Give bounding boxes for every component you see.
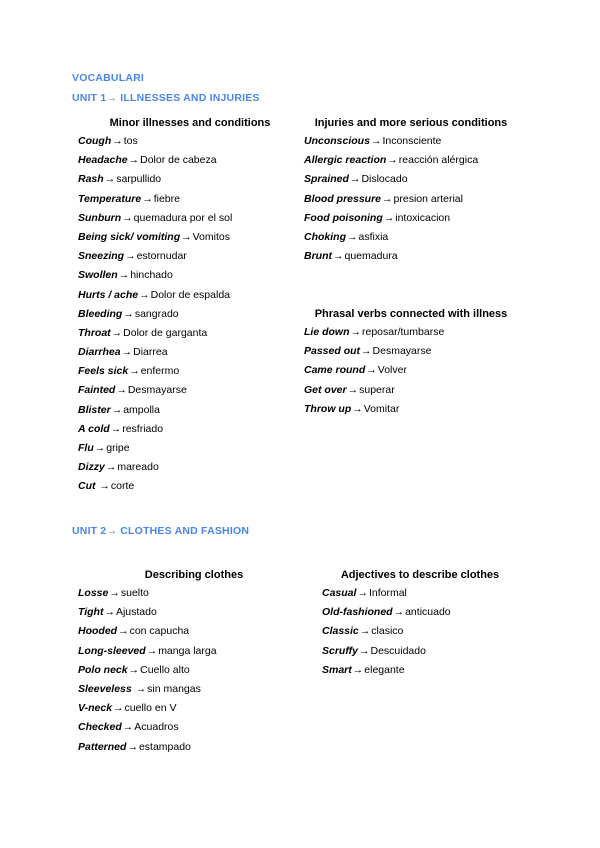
vocab-term: Sleeveless <box>78 682 135 695</box>
vocab-item <box>304 170 478 189</box>
vocab-term: Passed out <box>304 345 361 358</box>
vocab-item <box>78 622 217 641</box>
vocab-definition: resfriado <box>122 422 164 435</box>
arrow-icon: → <box>129 365 140 378</box>
vocab-item <box>304 342 444 361</box>
arrow-icon: → <box>393 606 405 619</box>
vocab-definition: elegante <box>364 663 405 676</box>
vocab-term: Hooded <box>78 625 118 638</box>
vocab-item <box>304 247 478 266</box>
vocab-item <box>78 603 217 622</box>
vocab-definition: quemadura por el sol <box>133 211 233 224</box>
vocab-definition: Vomitar <box>363 402 400 415</box>
vocab-term: Losse <box>78 587 109 599</box>
vocab-definition: Cuello alto <box>140 663 190 676</box>
vocab-item <box>304 361 444 380</box>
vocab-definition: sangrado <box>134 307 179 320</box>
vocab-term: Cut <box>78 480 99 493</box>
vocab-term: A cold <box>78 422 110 435</box>
vocab-definition: reposar/tumbarse <box>362 326 445 338</box>
vocab-definition: Desmayarse <box>372 345 432 358</box>
vocab-definition: Dolor de cabeza <box>140 154 217 167</box>
arrow-icon: → <box>383 211 395 224</box>
vocab-item <box>78 190 232 209</box>
serious-conditions-list <box>304 132 478 266</box>
arrow-icon: → <box>112 135 123 147</box>
vocab-definition: Volver <box>377 364 407 377</box>
arrow-icon: → <box>347 383 359 396</box>
arrow-icon: → <box>104 173 116 186</box>
vocab-definition: Descuidado <box>370 644 426 657</box>
arrow-icon: → <box>359 625 371 638</box>
vocab-term: Allergic reaction <box>304 154 387 167</box>
vocab-term: Flu <box>78 442 94 454</box>
vocab-term: Cough <box>78 135 112 147</box>
arrow-icon: → <box>104 606 115 619</box>
vocab-item <box>78 642 217 661</box>
vocab-item <box>78 343 232 362</box>
arrow-icon: → <box>109 587 120 599</box>
adjectives-clothes-list <box>322 584 451 680</box>
minor-illnesses-title: Minor illnesses and conditions <box>109 117 271 129</box>
arrow-icon: → <box>116 384 127 397</box>
vocab-item <box>304 323 444 342</box>
vocab-item <box>78 170 232 189</box>
vocab-item <box>78 420 232 439</box>
vocab-term: Tight <box>78 606 104 619</box>
vocab-item <box>78 477 232 496</box>
arrow-icon: → <box>121 346 133 359</box>
vocab-definition: asfixia <box>358 230 389 243</box>
arrow-icon: → <box>349 173 361 186</box>
vocab-term: Sunburn <box>78 211 122 224</box>
vocab-term: V-neck <box>78 702 113 715</box>
phrasal-verbs-list <box>304 323 444 419</box>
document-title: VOCABULARI <box>72 72 144 84</box>
vocab-term: Fainted <box>78 384 116 397</box>
vocab-item <box>78 401 232 420</box>
vocab-item <box>78 247 232 266</box>
vocab-item <box>78 680 217 699</box>
vocab-term: Feels sick <box>78 365 129 378</box>
unit2-heading: UNIT 2→ CLOTHES AND FASHION <box>72 525 250 537</box>
vocab-definition: Diarrea <box>133 346 168 359</box>
vocab-item <box>322 661 451 680</box>
vocab-term: Sprained <box>304 173 349 186</box>
describing-clothes-list <box>78 584 217 757</box>
vocab-definition: Ajustado <box>115 606 157 619</box>
vocab-term: Smart <box>322 663 352 676</box>
arrow-icon: → <box>122 211 133 224</box>
arrow-icon: → <box>387 154 398 167</box>
arrow-icon: → <box>113 702 124 715</box>
vocab-definition: sin mangas <box>147 682 201 695</box>
vocab-term: Checked <box>78 721 122 734</box>
arrow-icon: → <box>142 192 153 205</box>
vocab-term: Bleeding <box>78 307 123 320</box>
vocab-item <box>78 584 217 603</box>
arrow-icon: → <box>127 740 138 753</box>
vocab-definition: fiebre <box>153 192 180 205</box>
serious-conditions-title: Injuries and more serious conditions <box>314 117 508 129</box>
arrow-icon: → <box>359 644 370 657</box>
vocab-definition: ampolla <box>123 403 160 416</box>
vocab-item <box>78 324 232 343</box>
vocab-item <box>322 603 451 622</box>
vocab-definition: estornudar <box>136 250 187 263</box>
vocab-term: Casual <box>322 587 357 599</box>
vocab-term: Being sick/ vomiting <box>78 230 181 243</box>
vocab-definition: estampado <box>138 740 191 753</box>
vocab-term: Throat <box>78 326 111 339</box>
vocab-definition: gripe <box>106 442 130 454</box>
vocab-item <box>78 458 232 477</box>
vocab-item <box>78 381 232 400</box>
vocab-item <box>78 132 232 151</box>
arrow-icon: → <box>122 721 134 734</box>
vocab-definition: tos <box>123 135 138 147</box>
vocab-item <box>78 286 232 305</box>
vocab-term: Get over <box>304 383 347 396</box>
vocab-item <box>304 381 444 400</box>
arrow-icon: → <box>139 288 150 301</box>
vocab-item <box>304 190 478 209</box>
vocab-item <box>78 699 217 718</box>
vocab-term: Food poisoning <box>304 211 383 224</box>
vocab-item <box>304 228 478 247</box>
arrow-icon: → <box>99 480 110 493</box>
vocab-definition: sarpullido <box>116 173 162 186</box>
vocab-item <box>304 151 478 170</box>
vocab-term: Old-fashioned <box>322 606 393 619</box>
vocab-term: Came round <box>304 364 366 377</box>
vocab-term: Brunt <box>304 250 332 263</box>
arrow-icon: → <box>333 250 344 263</box>
arrow-icon: → <box>110 422 122 435</box>
vocab-definition: suelto <box>120 587 149 599</box>
vocab-definition: clasico <box>371 625 404 638</box>
vocab-item <box>322 584 451 603</box>
arrow-icon: → <box>128 154 140 167</box>
vocab-item <box>304 132 478 151</box>
vocab-item <box>78 738 217 757</box>
arrow-icon: → <box>118 269 130 282</box>
vocab-item <box>78 151 232 170</box>
arrow-icon: → <box>181 230 192 243</box>
vocab-definition: Dolor de garganta <box>123 326 208 339</box>
vocab-definition: Dislocado <box>361 173 408 186</box>
arrow-icon: → <box>366 364 377 377</box>
vocab-definition: superar <box>359 383 395 396</box>
vocab-term: Swollen <box>78 269 118 282</box>
vocab-term: Blister <box>78 403 111 416</box>
vocab-definition: Vomitos <box>192 230 230 243</box>
arrow-icon: → <box>361 345 372 358</box>
vocab-term: Long-sleeved <box>78 644 146 657</box>
vocab-term: Throw up <box>304 402 352 415</box>
vocab-definition: con capucha <box>129 625 190 638</box>
describing-clothes-title: Describing clothes <box>144 569 244 581</box>
arrow-icon: → <box>352 663 364 676</box>
adjectives-clothes-title: Adjectives to describe clothes <box>340 569 500 581</box>
vocab-definition: manga larga <box>158 644 217 657</box>
vocab-term: Hurts / ache <box>78 288 139 301</box>
vocab-term: Dizzy <box>78 461 105 474</box>
vocab-item <box>78 305 232 324</box>
vocab-item <box>304 400 444 419</box>
unit1-heading: UNIT 1→ ILLNESSES AND INJURIES <box>72 92 260 104</box>
arrow-icon: → <box>382 192 393 205</box>
vocab-term: Lie down <box>304 326 350 338</box>
vocab-definition: mareado <box>117 461 159 474</box>
vocab-item <box>78 266 232 285</box>
vocab-definition: corte <box>110 480 135 493</box>
vocab-definition: presion arterial <box>393 192 463 205</box>
vocab-item <box>78 209 232 228</box>
vocab-item <box>78 718 217 737</box>
arrow-icon: → <box>118 625 129 638</box>
vocab-definition: Desmayarse <box>127 384 187 397</box>
arrow-icon: → <box>146 644 158 657</box>
arrow-icon: → <box>135 682 147 695</box>
arrow-icon: → <box>352 402 363 415</box>
vocab-definition: anticuado <box>405 606 451 619</box>
arrow-icon: → <box>347 230 358 243</box>
arrow-icon: → <box>105 461 117 474</box>
vocab-definition: Informal <box>368 587 407 599</box>
vocab-definition: Inconsciente <box>382 135 442 147</box>
arrow-icon: → <box>357 587 368 599</box>
vocab-term: Blood pressure <box>304 192 382 205</box>
vocab-term: Rash <box>78 173 104 186</box>
vocab-item <box>78 439 232 458</box>
arrow-icon: → <box>350 326 361 338</box>
vocab-definition: hinchado <box>130 269 173 282</box>
vocab-definition: reacción alérgica <box>398 154 479 167</box>
vocab-item <box>78 362 232 381</box>
vocab-term: Classic <box>322 625 359 638</box>
minor-illnesses-list <box>78 132 232 497</box>
arrow-icon: → <box>94 442 106 454</box>
vocab-term: Choking <box>304 230 346 243</box>
vocab-definition: Dolor de espalda <box>150 288 230 301</box>
vocab-term: Sneezing <box>78 250 125 263</box>
vocab-definition: Acuadros <box>134 721 179 734</box>
vocab-item <box>78 228 232 247</box>
vocab-term: Polo neck <box>78 663 128 676</box>
arrow-icon: → <box>111 326 123 339</box>
vocab-item <box>304 209 478 228</box>
arrow-icon: → <box>111 403 123 416</box>
phrasal-verbs-title: Phrasal verbs connected with illness <box>314 308 508 320</box>
vocab-term: Headache <box>78 154 128 167</box>
arrow-icon: → <box>125 250 136 263</box>
vocab-item <box>78 661 217 680</box>
vocab-term: Scruffy <box>322 644 358 657</box>
vocab-item <box>322 622 451 641</box>
vocab-item <box>322 642 451 661</box>
arrow-icon: → <box>128 663 140 676</box>
vocab-term: Patterned <box>78 740 127 753</box>
arrow-icon: → <box>123 307 134 320</box>
vocab-definition: enfermo <box>140 365 180 378</box>
vocab-definition: intoxicacion <box>395 211 451 224</box>
arrow-icon: → <box>370 135 382 147</box>
vocab-definition: quemadura <box>344 250 398 263</box>
vocab-term: Temperature <box>78 192 142 205</box>
vocab-term: Diarrhea <box>78 346 121 359</box>
vocab-term: Unconscious <box>304 135 370 147</box>
vocab-definition: cuello en V <box>124 702 177 715</box>
